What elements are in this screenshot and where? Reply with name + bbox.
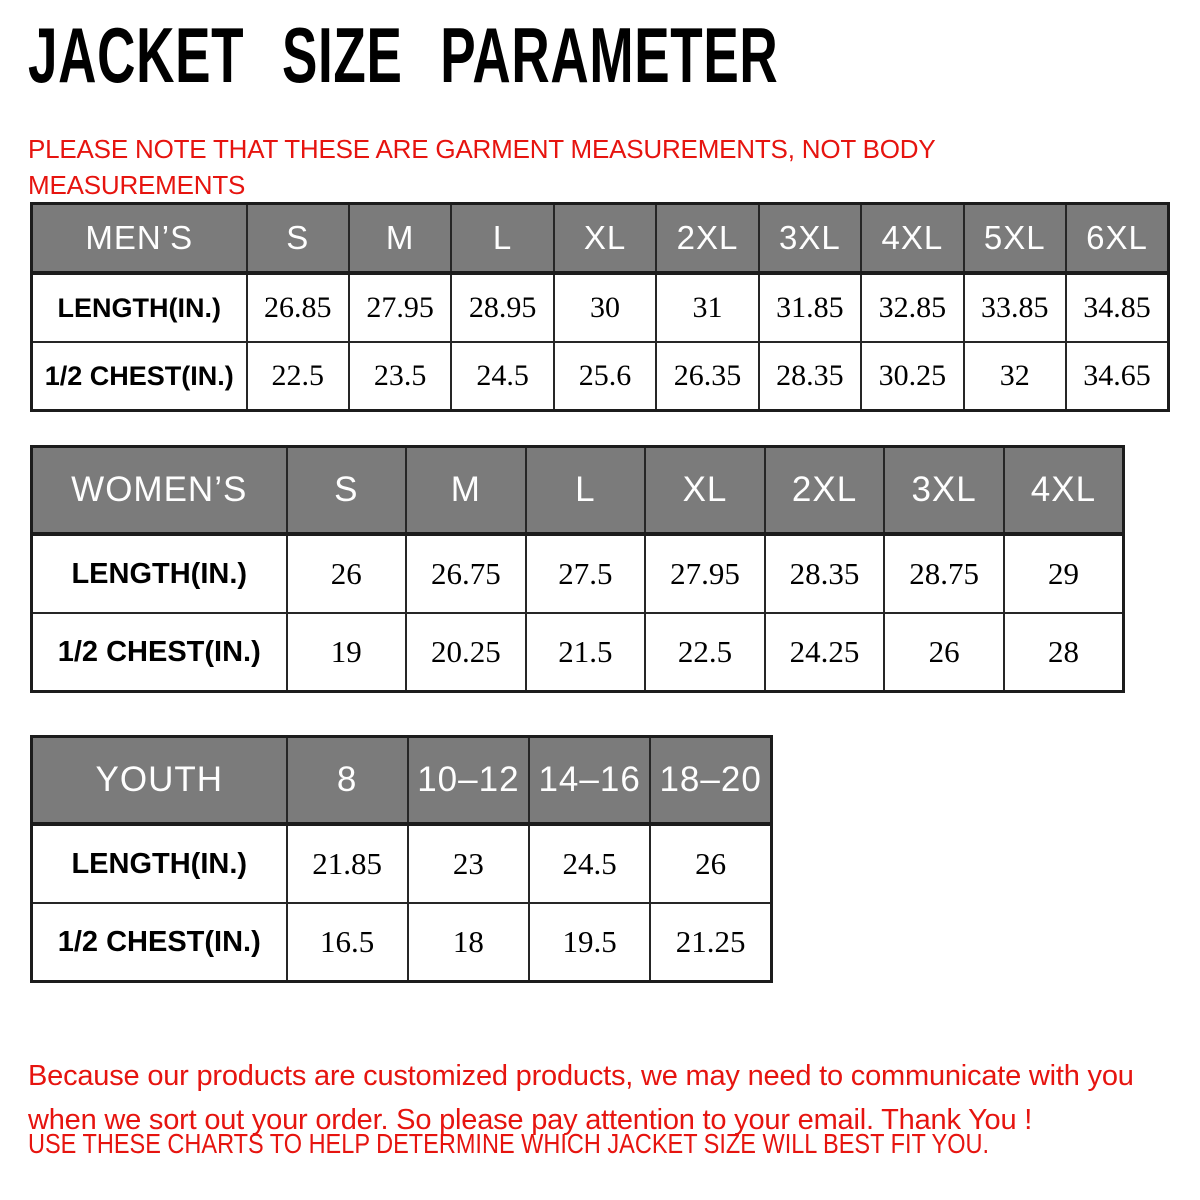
mens-size-header: 4XL	[861, 204, 963, 274]
size-value-cell: 19	[287, 613, 407, 692]
mens-size-header: S	[247, 204, 349, 274]
womens-size-header: XL	[645, 447, 765, 535]
womens-header-row	[32, 447, 1124, 535]
mens-length-row	[32, 273, 1169, 342]
fit-advice-text-inner: USE THESE CHARTS TO HELP DETERMINE WHICH JACKET SIZE WILL BEST FIT YOU.	[28, 1128, 990, 1159]
row-label: 1/2 CHEST(IN.)	[32, 903, 287, 982]
size-value-cell: 24.5	[451, 342, 553, 411]
size-value-cell: 27.95	[349, 273, 451, 342]
mens-size-header: 2XL	[656, 204, 758, 274]
size-value-cell: 21.5	[526, 613, 646, 692]
womens-size-header: L	[526, 447, 646, 535]
womens-size-header: M	[406, 447, 526, 535]
page-title-text: JACKET SIZE PARAMETER	[28, 11, 779, 99]
row-label: LENGTH(IN.)	[32, 534, 287, 613]
womens-size-header: 3XL	[884, 447, 1004, 535]
size-value-cell: 16.5	[287, 903, 408, 982]
size-value-cell: 20.25	[406, 613, 526, 692]
size-value-cell: 28	[1004, 613, 1124, 692]
row-label: 1/2 CHEST(IN.)	[32, 342, 247, 411]
size-value-cell: 18	[408, 903, 529, 982]
row-label: 1/2 CHEST(IN.)	[32, 613, 287, 692]
youth-size-header: 10–12	[408, 737, 529, 825]
size-value-cell: 19.5	[529, 903, 650, 982]
mens-size-header: XL	[554, 204, 656, 274]
youth-size-header: 14–16	[529, 737, 650, 825]
size-value-cell: 32.85	[861, 273, 963, 342]
customization-notice: Because our products are customized products, we may need to communicate with you when we sort out your order. So please pay attention to your email. Thank You !	[28, 1060, 1134, 1136]
size-value-cell: 26.35	[656, 342, 758, 411]
size-value-cell: 23.5	[349, 342, 451, 411]
mens-table-title: MEN’S	[32, 204, 247, 274]
size-value-cell: 30.25	[861, 342, 963, 411]
size-value-cell: 26.75	[406, 534, 526, 613]
size-value-cell: 34.65	[1066, 342, 1169, 411]
womens-length-row	[32, 534, 1124, 613]
size-value-cell: 22.5	[247, 342, 349, 411]
size-value-cell: 34.85	[1066, 273, 1169, 342]
mens-size-header: M	[349, 204, 451, 274]
size-value-cell: 21.85	[287, 824, 408, 903]
womens-size-header: S	[287, 447, 407, 535]
mens-size-header: L	[451, 204, 553, 274]
size-value-cell: 26	[884, 613, 1004, 692]
row-label: LENGTH(IN.)	[32, 824, 287, 903]
size-value-cell: 28.35	[765, 534, 885, 613]
size-value-cell: 31	[656, 273, 758, 342]
youth-table-title: YOUTH	[32, 737, 287, 825]
garment-measurement-note: PLEASE NOTE THAT THESE ARE GARMENT MEASUREMENTS, NOT BODY MEASUREMENTS	[28, 134, 935, 200]
size-value-cell: 28.35	[759, 342, 861, 411]
youth-length-row	[32, 824, 772, 903]
size-value-cell: 26	[650, 824, 771, 903]
size-value-cell: 27.95	[645, 534, 765, 613]
size-value-cell: 26.85	[247, 273, 349, 342]
womens-size-header: 2XL	[765, 447, 885, 535]
mens-size-header: 6XL	[1066, 204, 1169, 274]
size-value-cell: 33.85	[964, 273, 1066, 342]
size-value-cell: 21.25	[650, 903, 771, 982]
size-value-cell: 23	[408, 824, 529, 903]
row-label: LENGTH(IN.)	[32, 273, 247, 342]
youth-size-table	[30, 735, 773, 983]
womens-size-table	[30, 445, 1125, 693]
fit-advice-text	[28, 1128, 1172, 1160]
size-value-cell: 29	[1004, 534, 1124, 613]
size-value-cell: 28.95	[451, 273, 553, 342]
size-value-cell: 25.6	[554, 342, 656, 411]
youth-chest-row	[32, 903, 772, 982]
page-title	[28, 11, 1132, 99]
mens-size-header: 5XL	[964, 204, 1066, 274]
size-value-cell: 31.85	[759, 273, 861, 342]
size-value-cell: 28.75	[884, 534, 1004, 613]
size-value-cell: 24.25	[765, 613, 885, 692]
size-value-cell: 27.5	[526, 534, 646, 613]
youth-size-header: 18–20	[650, 737, 771, 825]
womens-table-title: WOMEN’S	[32, 447, 287, 535]
size-value-cell: 30	[554, 273, 656, 342]
womens-chest-row	[32, 613, 1124, 692]
youth-header-row	[32, 737, 772, 825]
size-value-cell: 26	[287, 534, 407, 613]
size-value-cell: 22.5	[645, 613, 765, 692]
size-value-cell: 32	[964, 342, 1066, 411]
mens-size-table	[30, 202, 1170, 412]
size-value-cell: 24.5	[529, 824, 650, 903]
mens-header-row	[32, 204, 1169, 274]
mens-chest-row	[32, 342, 1169, 411]
youth-size-header: 8	[287, 737, 408, 825]
womens-size-header: 4XL	[1004, 447, 1124, 535]
mens-size-header: 3XL	[759, 204, 861, 274]
